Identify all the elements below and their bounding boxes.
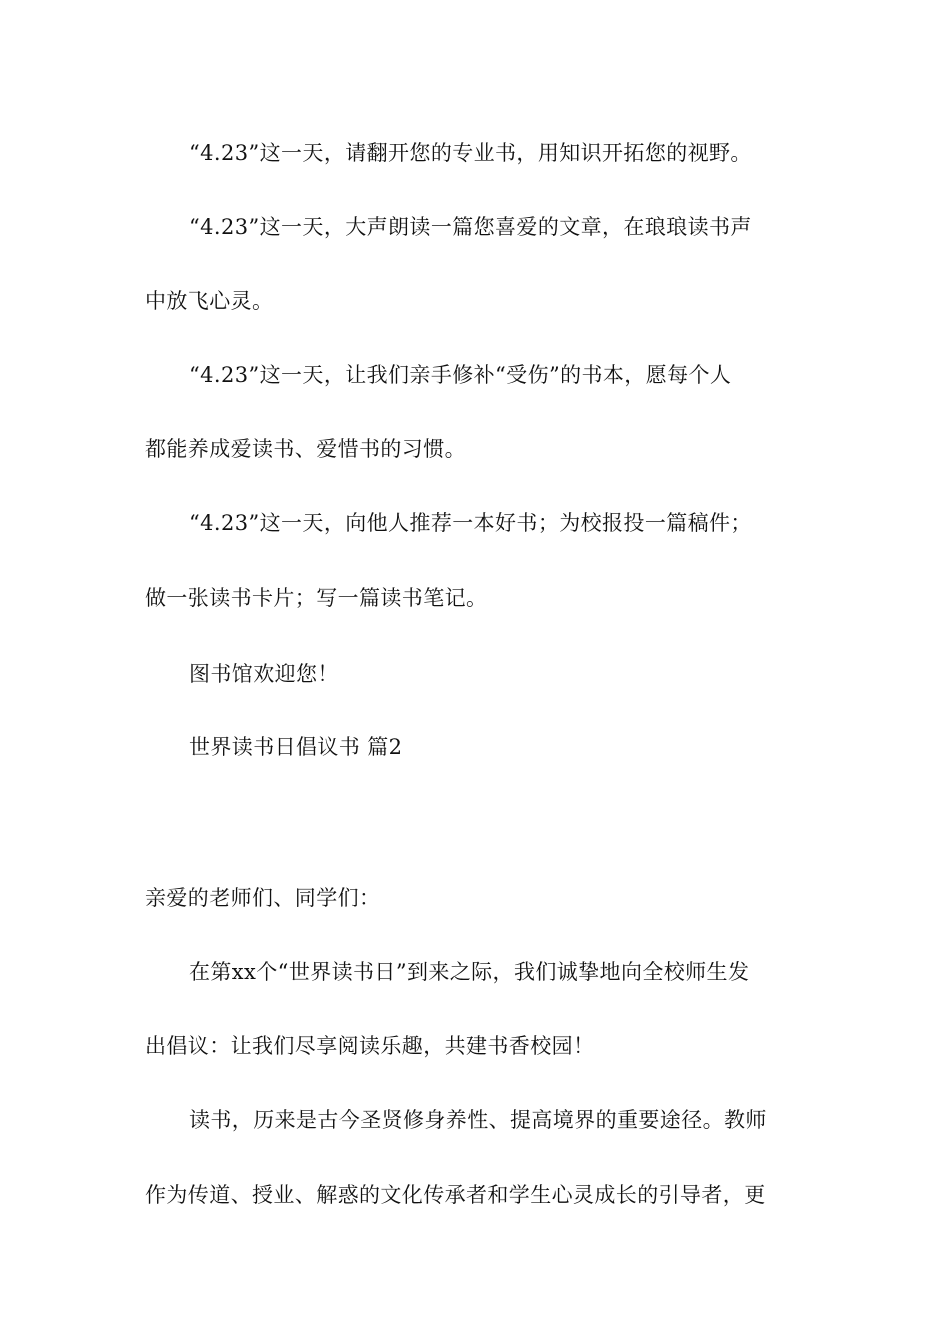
paragraph-line: 作为传道、授业、解惑的文化传承者和学生心灵成长的引导者，更: [145, 1183, 766, 1207]
paragraph-line: 做一张读书卡片；写一篇读书笔记。: [145, 586, 488, 610]
paragraph-line: “4.23”这一天，大声朗读一篇您喜爱的文章，在琅琅读书声: [189, 215, 752, 239]
paragraph-line: 都能养成爱读书、爱惜书的习惯。: [145, 437, 466, 461]
paragraph-line: 中放飞心灵。: [145, 289, 274, 313]
paragraph-line: “4.23”这一天，让我们亲手修补“受伤”的书本，愿每个人: [189, 363, 732, 387]
paragraph-line: “4.23”这一天，请翻开您的专业书，用知识开拓您的视野。: [189, 141, 752, 165]
paragraph-line: 图书馆欢迎您！: [189, 662, 339, 686]
salutation: 亲爱的老师们、同学们：: [145, 886, 381, 910]
paragraph-line: 出倡议：让我们尽享阅读乐趣，共建书香校园！: [145, 1034, 595, 1058]
paragraph-line: “4.23”这一天，向他人推荐一本好书；为校报投一篇稿件；: [189, 511, 752, 535]
paragraph-line: 在第xx个“世界读书日”到来之际，我们诚挚地向全校师生发: [189, 960, 750, 984]
paragraph-line: 读书，历来是古今圣贤修身养性、提高境界的重要途径。教师: [189, 1108, 767, 1132]
section-heading: 世界读书日倡议书 篇2: [189, 735, 403, 759]
